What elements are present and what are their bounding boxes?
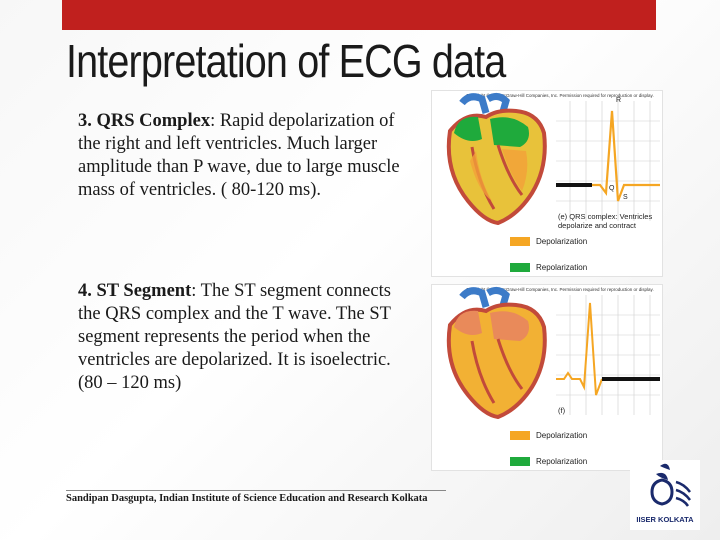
heart-cross-section-icon <box>432 285 556 425</box>
legend-label: Depolarization <box>536 431 588 440</box>
legend-depolarization <box>510 237 587 246</box>
slide-title: Interpretation of ECG data <box>66 35 506 87</box>
figure-copyright: Copyright © The McGraw-Hill Companies, Inc. Permission required for reproduction or display. <box>466 287 654 292</box>
paragraph-st-segment <box>78 280 410 395</box>
paragraph-qrs-complex <box>78 110 410 202</box>
paragraph-body: : The ST segment connects the QRS complex and the T wave. The ST segment represents the period when the ventricles are depolarized. It is isoelectric. (80 – 120 ms) <box>78 281 391 393</box>
legend-repolarization <box>510 457 587 466</box>
footer-credit: Sandipan Dasgupta, Indian Institute of Science Education and Research Kolkata <box>66 490 446 505</box>
paragraph-heading: 3. QRS Complex <box>78 111 211 131</box>
iiser-kolkata-logo-icon <box>630 460 700 530</box>
figure-caption: (f) <box>558 406 566 415</box>
ecg-grid <box>556 295 660 415</box>
figure-st-segment <box>431 284 663 471</box>
figure-qrs-complex <box>431 90 663 277</box>
title-accent-bar <box>62 0 656 30</box>
logo-mark <box>630 460 700 512</box>
legend-depolarization <box>510 431 587 440</box>
legend-label: Depolarization <box>536 237 588 246</box>
legend-label: Repolarization <box>536 263 588 272</box>
paragraph-body: : Rapid depolarization of the right and left ventricles. Much larger amplitude than P wave, due to large muscle mass of ventricles. ( 80-120 ms). <box>78 111 400 200</box>
paragraph-heading: 4. ST Segment <box>78 281 192 301</box>
wave-label-s: S <box>623 194 628 201</box>
figure-copyright: Copyright © The McGraw-Hill Companies, Inc. Permission required for reproduction or display. <box>466 93 654 98</box>
logo-label: IISER KOLKATA <box>636 515 694 524</box>
legend-swatch <box>510 237 530 246</box>
ecg-grid <box>556 101 660 221</box>
figure-caption: (e) QRS complex: Ventricles depolarize and contract <box>558 212 653 230</box>
legend-repolarization <box>510 263 587 272</box>
legend-swatch <box>510 431 530 440</box>
wave-label-r: R <box>616 97 622 104</box>
legend-swatch <box>510 457 530 466</box>
legend-label: Repolarization <box>536 457 588 466</box>
legend-swatch <box>510 263 530 272</box>
heart-cross-section-icon <box>432 91 556 231</box>
wave-label-q: Q <box>609 185 615 192</box>
